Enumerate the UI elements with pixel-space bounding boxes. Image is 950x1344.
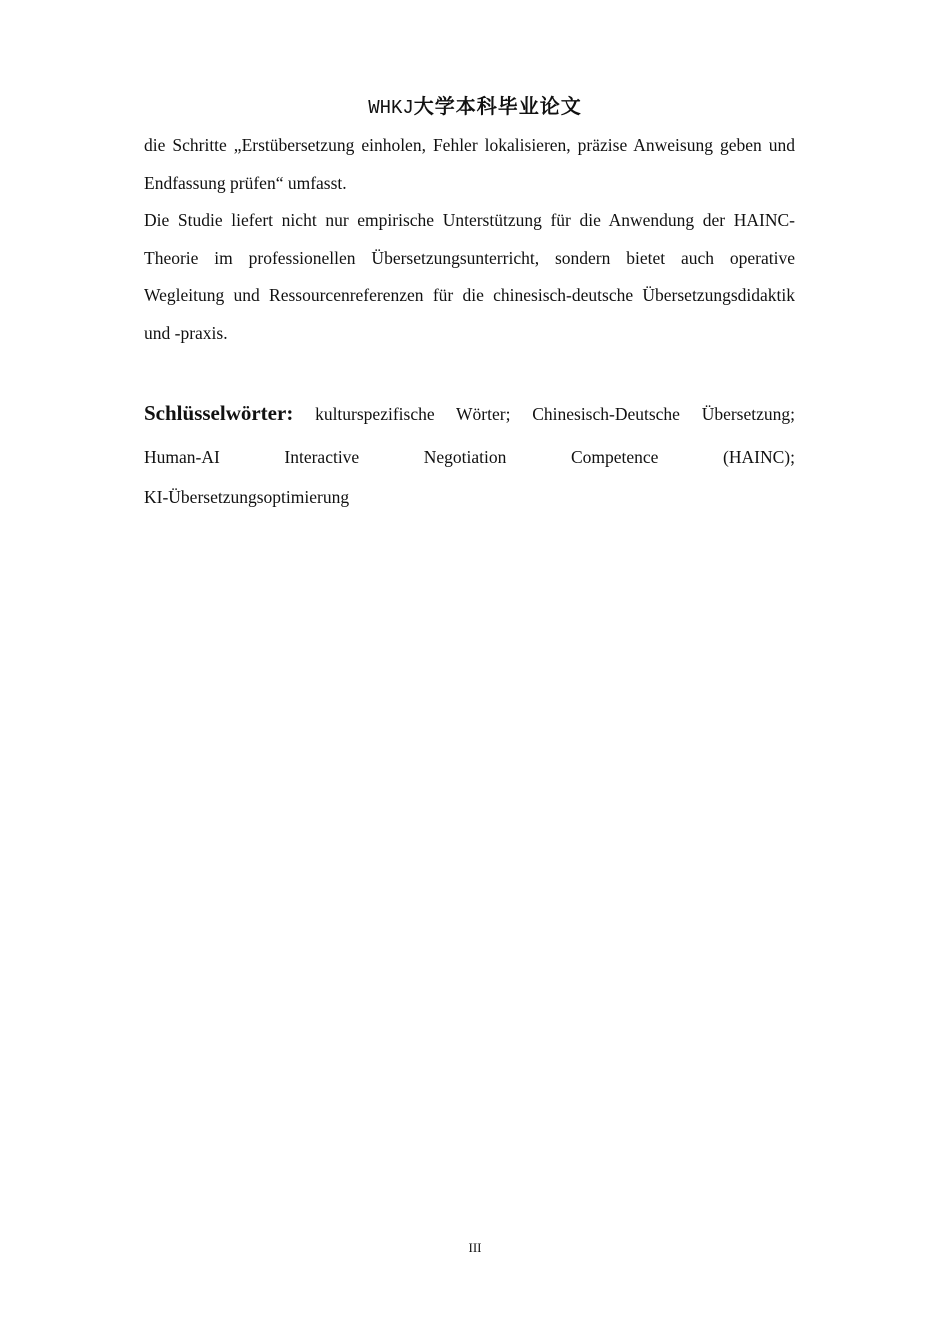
- abstract-paragraph-2: Die Studie liefert nicht nur empirische Unterstützung für die Anwendung der HAINC-Theorie im professionellen Übersetzungsunterricht, sondern bietet auch operative Wegleitung und Ressourcenreferenzen für die chinesisch-deutsche Übersetzungsdidaktik und -praxis.: [144, 210, 795, 343]
- page-number: III: [468, 1240, 482, 1255]
- keyword-word: (HAINC);: [723, 447, 795, 467]
- header-university-code: WHKJ: [368, 97, 414, 119]
- keywords-line-1: [144, 392, 795, 436]
- keyword-word: Competence: [570, 447, 659, 467]
- keywords-line-3: KI-Übersetzungsoptimierung: [144, 487, 350, 507]
- keywords-text-1: kulturspezifische Wörter; Chinesisch-Deutsche Übersetzung;: [315, 404, 795, 424]
- keyword-word: Human-AI: [144, 447, 220, 467]
- abstract-body: [144, 127, 795, 352]
- keywords-line-2: [144, 436, 795, 479]
- keywords-section: [144, 392, 795, 516]
- running-header: [0, 92, 950, 122]
- keyword-word: Negotiation: [423, 447, 507, 467]
- keywords-label: Schlüsselwörter:: [144, 401, 294, 425]
- abstract-paragraph-1: die Schritte „Erstübersetzung einholen, Fehler lokalisieren, präzise Anweisung geben und Endfassung prüfen“ umfasst.: [144, 135, 795, 193]
- keyword-word: Interactive: [284, 447, 360, 467]
- header-thesis-title: 大学本科毕业论文: [413, 94, 582, 118]
